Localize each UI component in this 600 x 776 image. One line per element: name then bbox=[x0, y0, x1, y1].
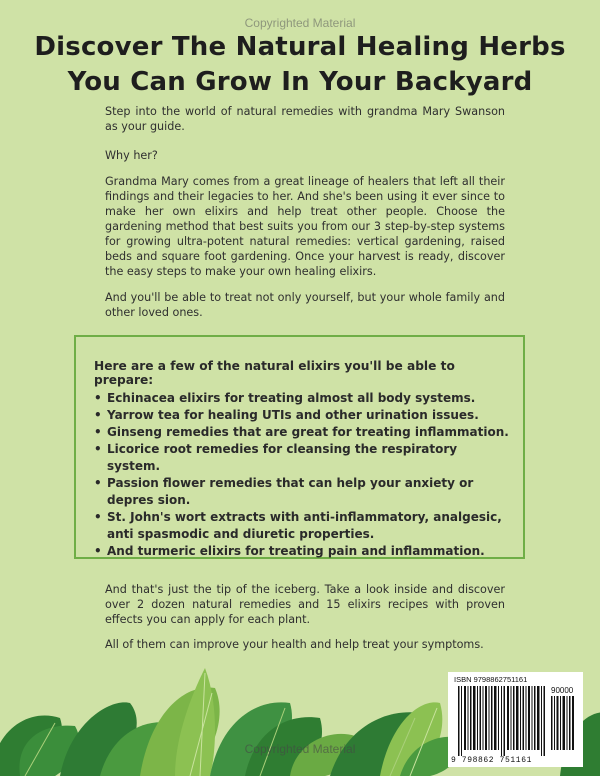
closing-paragraph-1: And that's just the tip of the iceberg. Take a look inside and discover over 2 dozen natural remedies and 15 elixirs recipes with proven effects you can apply for each plant. bbox=[105, 583, 505, 626]
elixir-item: • Echinacea elixirs for treating almost all body systems. bbox=[94, 390, 514, 407]
watermark-bottom: Copyrighted Material bbox=[244, 742, 356, 756]
elixir-item: • Licorice root remedies for cleansing the respiratory system. bbox=[94, 441, 514, 475]
barcode-icon bbox=[448, 672, 583, 767]
title-line-2: You Can Grow In Your Backyard bbox=[67, 67, 533, 97]
elixir-item: • Yarrow tea for healing UTIs and other urination issues. bbox=[94, 407, 514, 424]
elixir-item: • And turmeric elixirs for treating pain and inflammation. bbox=[94, 543, 514, 560]
barcode-digits: 9 798862 751161 bbox=[451, 756, 533, 765]
elixirs-heading: Here are a few of the natural elixirs you'll be able to prepare: bbox=[94, 359, 455, 387]
closing-paragraph-2: All of them can improve your health and help treat your symptoms. bbox=[105, 638, 484, 651]
elixir-item: • Passion flower remedies that can help your anxiety or depres sion. bbox=[94, 475, 514, 509]
intro-paragraph-4: And you'll be able to treat not only yourself, but your whole family and other loved ones. bbox=[105, 291, 505, 319]
cover-title bbox=[0, 30, 600, 100]
price-code: 90000 bbox=[551, 686, 574, 695]
intro-paragraph-1: Step into the world of natural remedies with grandma Mary Swanson as your guide. bbox=[105, 105, 505, 133]
barcode-block bbox=[448, 672, 583, 767]
intro-paragraph-3: Grandma Mary comes from a great lineage of healers that left all their findings and their legacies to her. And she's been using it ever since to make her own elixirs and help treat other people. Choose the gardening method that best suits you from our 3 step-by-step systems for growing ultra-potent natural remedies: vertical gardening, raised beds and square foot gardening. Once your harvest is ready, discover the easy steps to make your own healing elixirs. bbox=[105, 175, 505, 278]
isbn-label: ISBN 9798862751161 bbox=[454, 675, 528, 684]
elixir-item: • St. John's wort extracts with anti-inflammatory, analgesic, anti spasmodic and diuretic properties. bbox=[94, 509, 514, 543]
elixirs-list bbox=[94, 390, 514, 560]
intro-paragraph-2: Why her? bbox=[105, 149, 158, 162]
title-line-1: Discover The Natural Healing Herbs bbox=[34, 32, 566, 62]
watermark-top: Copyrighted Material bbox=[244, 16, 356, 30]
elixir-item: • Ginseng remedies that are great for treating inflammation. bbox=[94, 424, 514, 441]
